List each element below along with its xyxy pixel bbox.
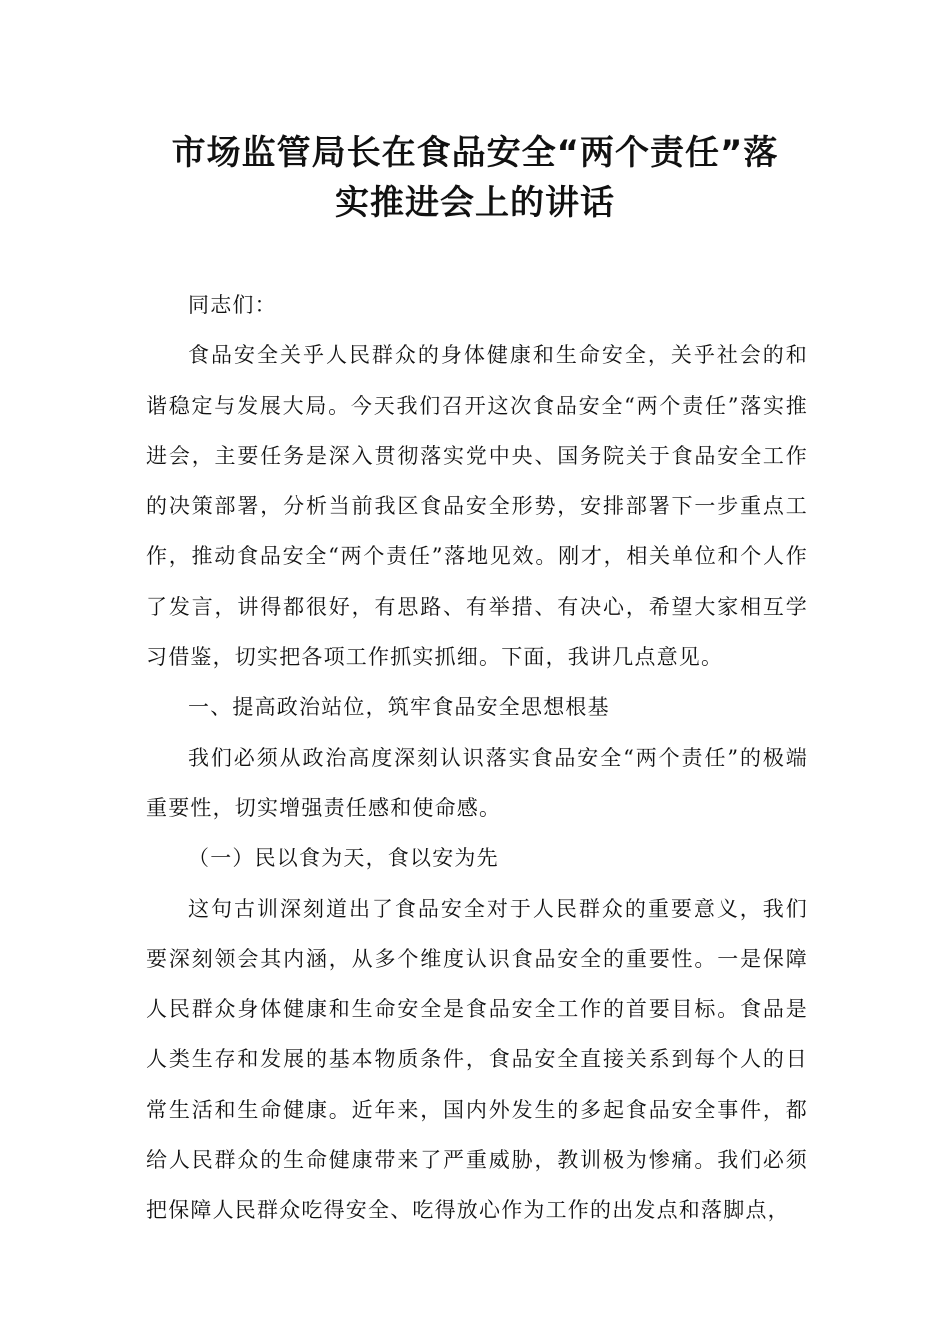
salutation: 同志们： (188, 293, 277, 317)
paragraph-section-1: 我们必须从政治高度深刻认识落实食品安全“两个责任”的极端重要性，切实增强责任感和使命感。 (146, 745, 808, 820)
section-heading-1: 一、提高政治站位，筑牢食品安全思想根基 (188, 695, 610, 720)
subsection-heading-1: （一）民以食为天，食以安为先 (188, 846, 499, 871)
document-title (120, 128, 830, 228)
paragraph-intro: 食品安全关乎人民群众的身体健康和生命安全，关乎社会的和谐稳定与发展大局。今天我们召开这次食品安全“两个责任”落实推进会，主要任务是深入贯彻落实党中央、国务院关于食品安全工作的决策部署，分析当前我区食品安全形势，安排部署下一步重点工作，推动食品安全“两个责任”落地见效。刚才，相关单位和个人作了发言，讲得都很好，有思路、有举措、有决心，希望大家相互学习借鉴，切实把各项工作抓实抓细。下面，我讲几点意见。 (146, 343, 808, 670)
document-body (146, 280, 808, 1236)
title-line-2: 实推进会上的讲话 (335, 183, 615, 223)
paragraph-subsection-1: 这句古训深刻道出了食品安全对于人民群众的重要意义，我们要深刻领会其内涵，从多个维度认识食品安全的重要性。一是保障人民群众身体健康和生命安全是食品安全工作的首要目标。食品是人类生存和发展的基本物质条件，食品安全直接关系到每个人的日常生活和生命健康。近年来，国内外发生的多起食品安全事件，都给人民群众的生命健康带来了严重威胁，教训极为惨痛。我们必须把保障人民群众吃得安全、吃得放心作为工作的出发点和落脚点， (146, 896, 808, 1223)
title-line-1: 市场监管局长在食品安全“两个责任”落 (171, 133, 779, 173)
